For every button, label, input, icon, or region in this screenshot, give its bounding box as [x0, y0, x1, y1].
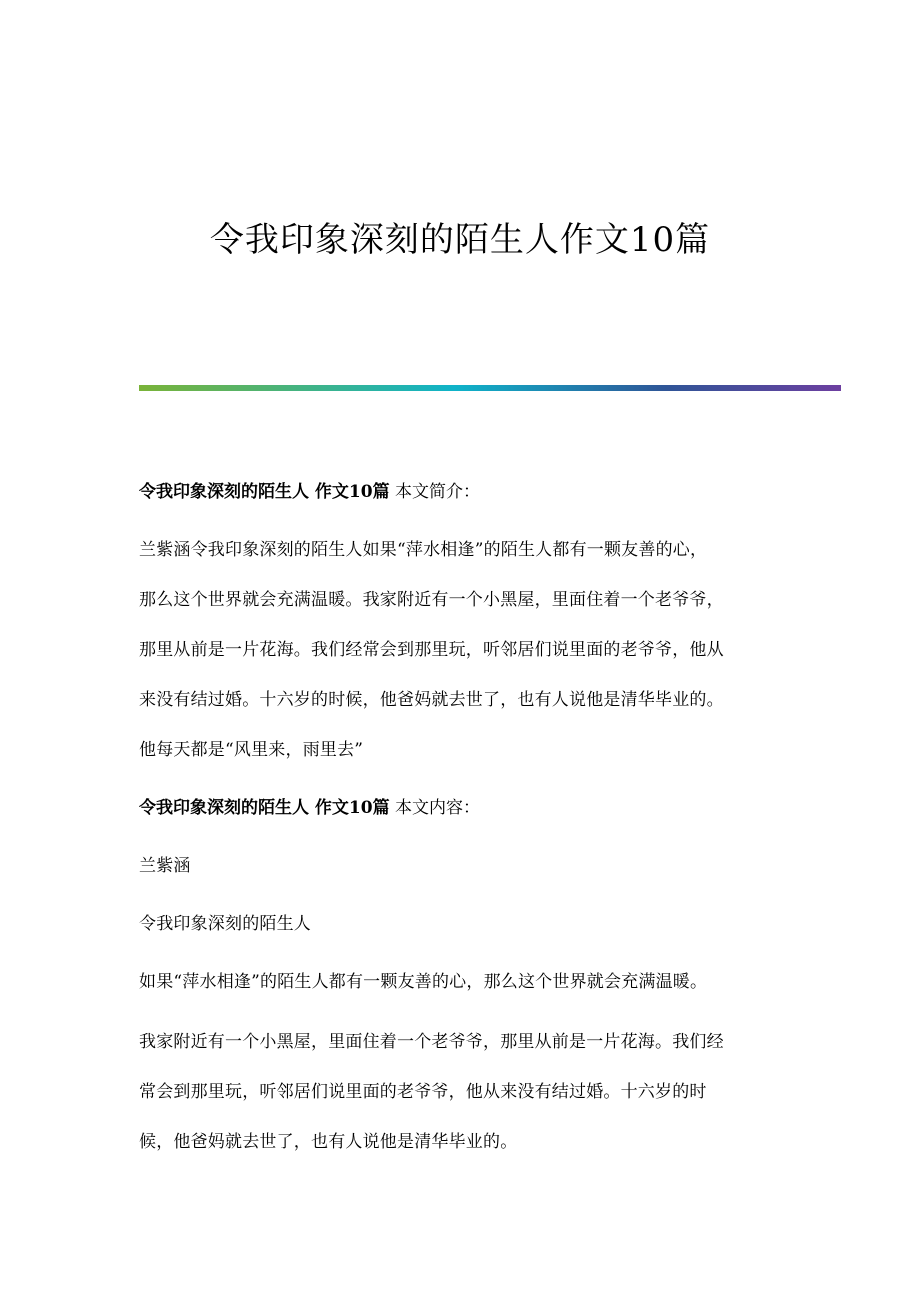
content-line: 常会到那里玩，听邻居们说里面的老爷爷，他从来没有结过婚。十六岁的时: [139, 1082, 707, 1102]
document-body: [139, 467, 779, 1175]
content-heading-label: 本文内容：: [389, 798, 480, 818]
summary-line: 来没有结过婚。十六岁的时候，他爸妈就去世了，也有人说他是清华毕业的。: [139, 690, 724, 710]
title-divider: [139, 385, 841, 391]
content-line: 候，他爸妈就去世了，也有人说他是清华毕业的。: [139, 1132, 518, 1152]
content-heading: [139, 783, 779, 833]
author-name: 兰紫涵: [139, 856, 191, 876]
content-heading-title: 令我印象深刻的陌生人 作文10篇: [139, 798, 390, 818]
summary-line: 那么这个世界就会充满温暖。我家附近有一个小黑屋，里面住着一个老爷爷，: [139, 590, 724, 610]
content-paragraph-1: 如果“萍水相逢”的陌生人都有一颗友善的心，那么这个世界就会充满温暖。: [139, 972, 708, 992]
summary-line: 兰紫涵令我印象深刻的陌生人如果“萍水相逢”的陌生人都有一颗友善的心，: [139, 540, 708, 560]
document-title: 令我印象深刻的陌生人作文10篇: [209, 220, 711, 260]
summary-heading: [139, 467, 779, 517]
summary-heading-label: 本文简介：: [389, 482, 480, 502]
content-line: 我家附近有一个小黑屋，里面住着一个老爷爷，那里从前是一片花海。我们经: [139, 1032, 724, 1052]
summary-line: 他每天都是“风里来，雨里去”: [139, 740, 364, 760]
summary-paragraph: [139, 525, 779, 775]
summary-heading-title: 令我印象深刻的陌生人 作文10篇: [139, 482, 390, 502]
essay-subtitle: 令我印象深刻的陌生人: [139, 914, 311, 934]
summary-line: 那里从前是一片花海。我们经常会到那里玩，听邻居们说里面的老爷爷，他从: [139, 640, 724, 660]
content-paragraph-2: [139, 1017, 779, 1167]
